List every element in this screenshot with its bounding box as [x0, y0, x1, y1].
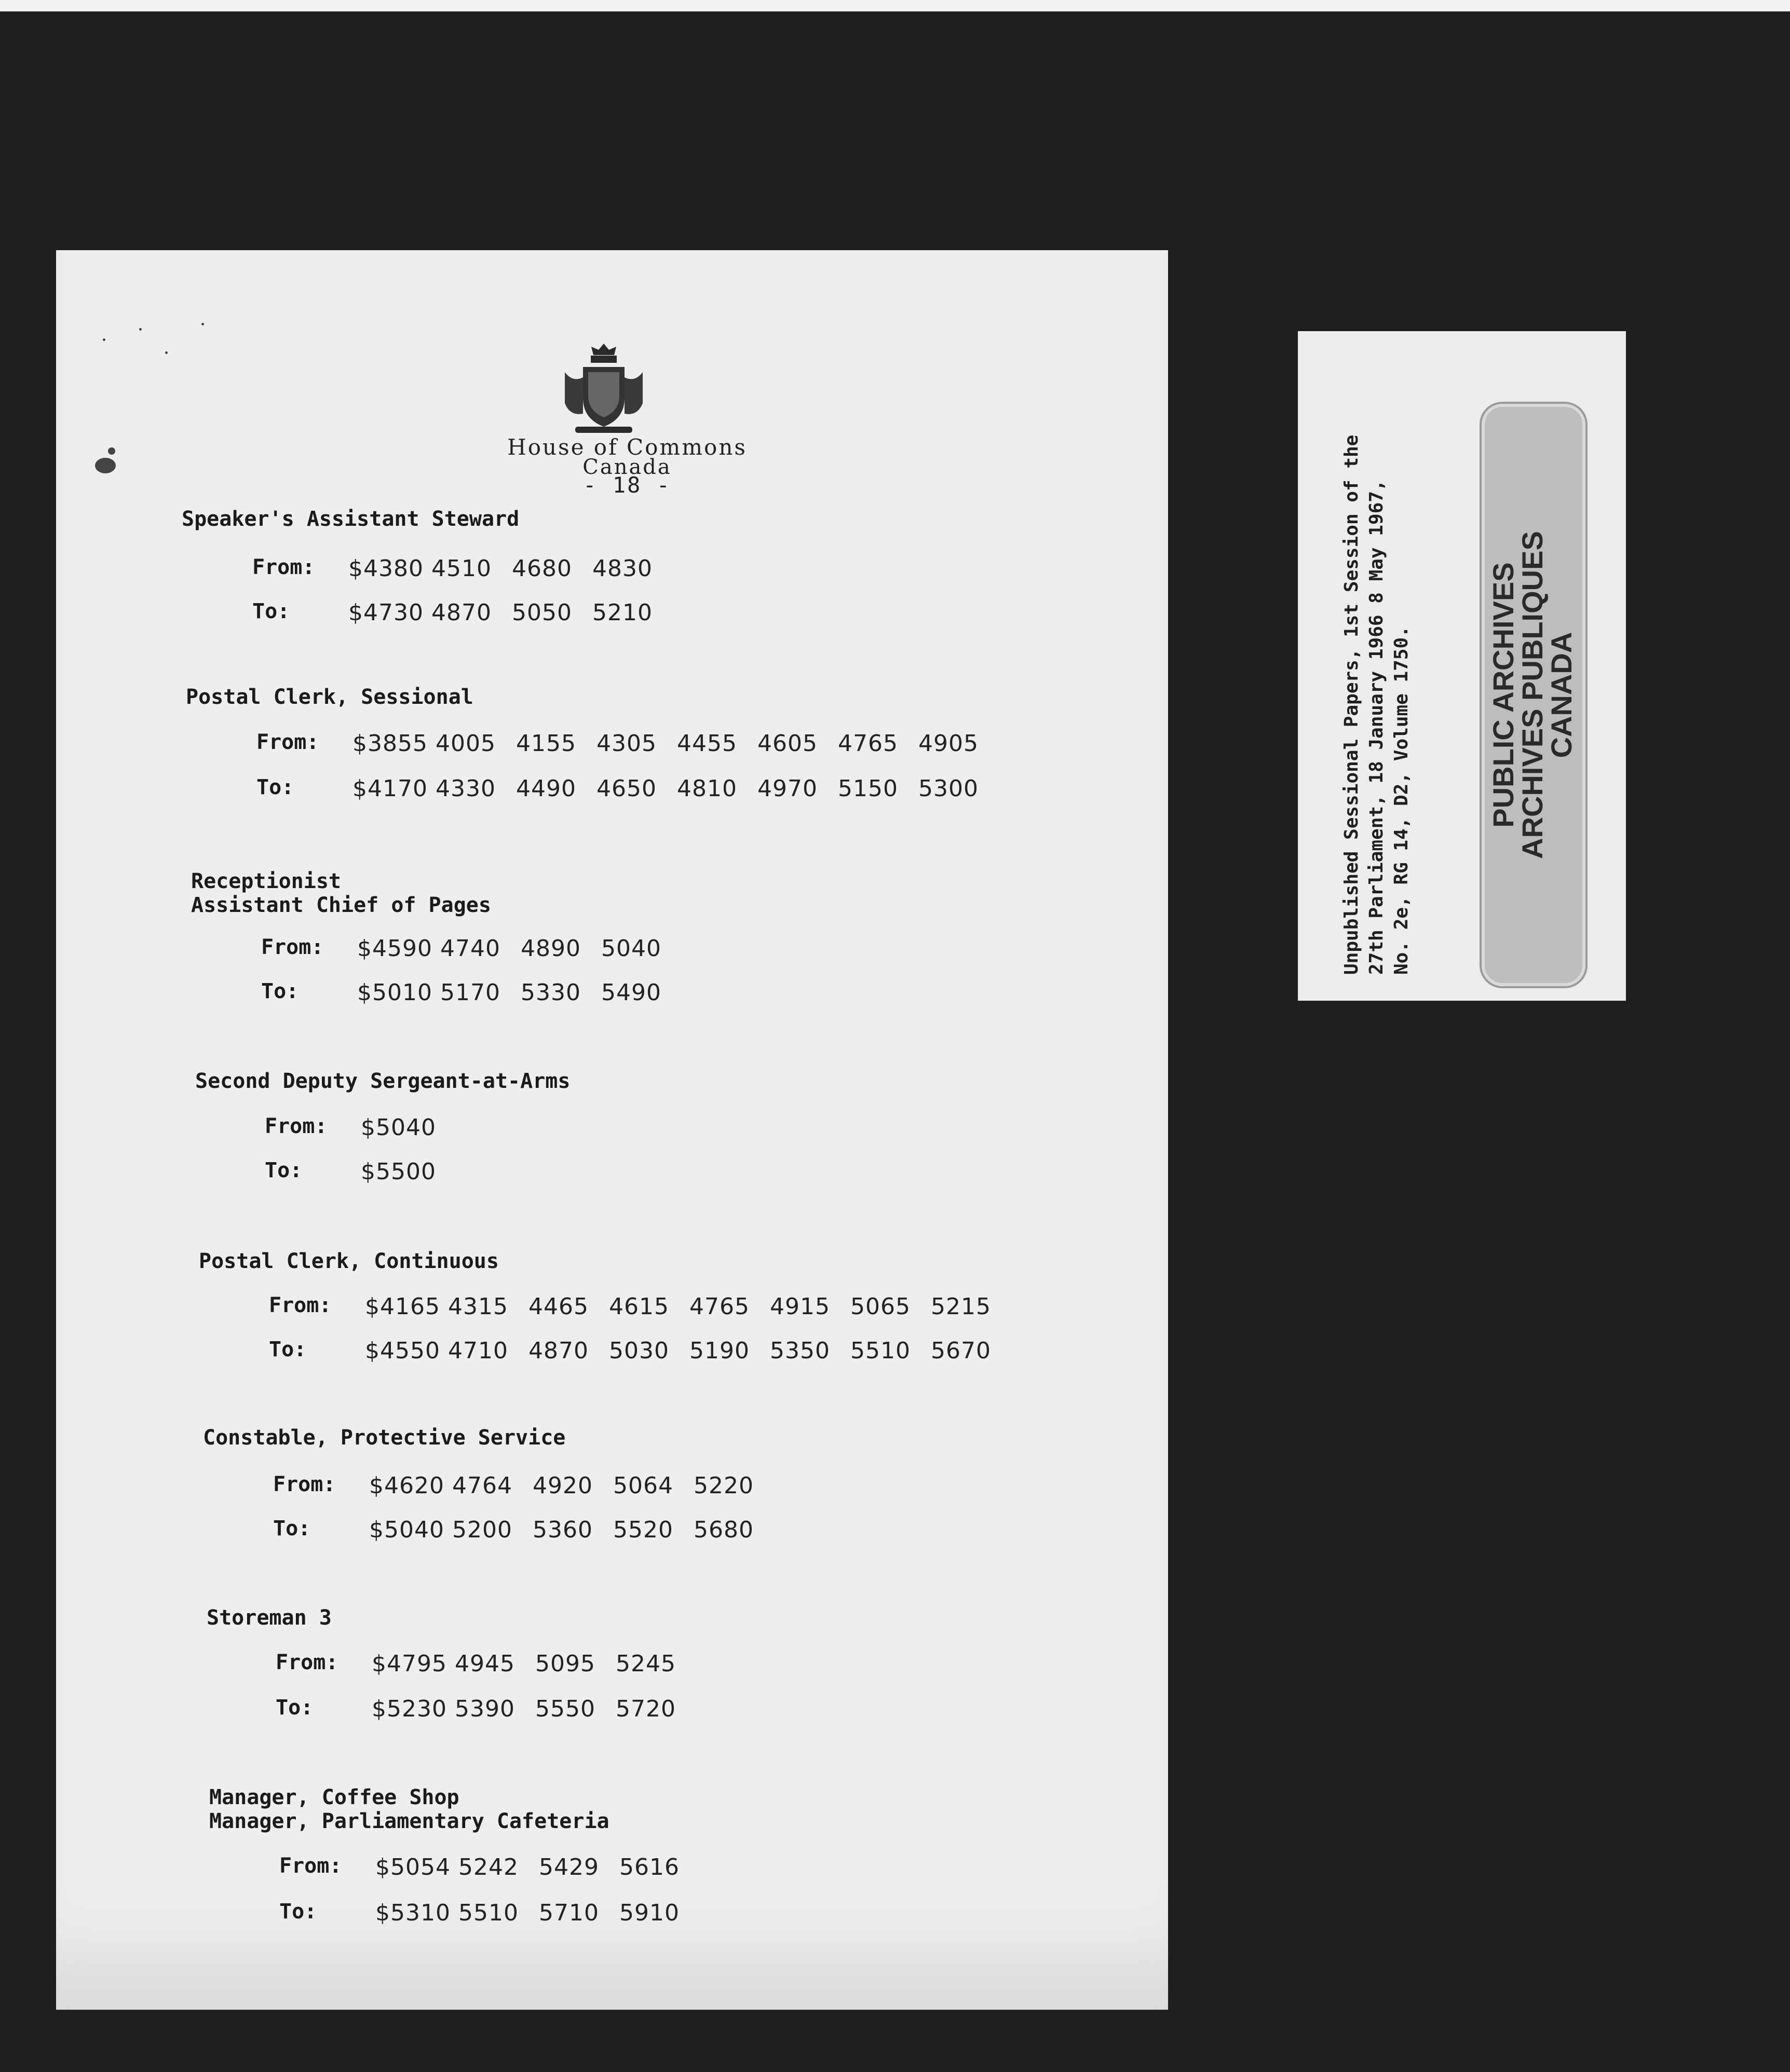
page-number: - 18 -: [583, 472, 671, 498]
ink-speck: [103, 338, 105, 341]
section-title: Speaker's Assistant Steward: [182, 507, 520, 531]
section-title: Storeman 3: [207, 1606, 332, 1630]
ink-speck: [108, 447, 115, 455]
archive-reference-card: [1298, 331, 1626, 1001]
section-title: Receptionist Assistant Chief of Pages: [191, 869, 491, 917]
royal-crest-icon: [560, 341, 648, 437]
section-title: Constable, Protective Service: [203, 1426, 566, 1450]
ink-speck: [201, 323, 204, 325]
letterhead-title: House of Commons: [507, 434, 747, 460]
section-title: Manager, Coffee Shop Manager, Parliamentary Cafeteria: [209, 1785, 609, 1833]
ink-blot: [95, 458, 116, 473]
film-edge: [0, 0, 1790, 11]
section-title: Postal Clerk, Continuous: [199, 1249, 499, 1273]
archive-reference-text: Unpublished Sessional Papers, 1st Session of the 27th Parliament, 18 January 1966 8 May 1967, No. 2e, RG 14, D2, Volume 1750.: [1341, 434, 1412, 975]
public-archives-stamp: PUBLIC ARCHIVES ARCHIVES PUBLIQUES CANADA: [1482, 404, 1585, 986]
letterhead-subtitle: Canada: [582, 455, 672, 479]
ink-speck: [165, 351, 168, 354]
section-title: Postal Clerk, Sessional: [186, 685, 473, 709]
ink-speck: [139, 328, 142, 331]
document-page: House of Commons Canada - 18 - Speaker's Assistant Steward From: $4380 4510 4680 4830 To: $4730 4870 5050 5210 Postal Clerk, Sessional From: $3855 4005 4155 4305 4455 4605 4765 4905 To: $4170 4330 4490 4650 4810 4970 5150 5300 Receptionist Assistant Chief of Pages From: $4590 4740 4890 5040 To: $5010 5170 5330 5490 Second Deputy Sergeant-at-Arms From: $5040 To: $5500 Postal Clerk, Continuous From: $4165 4315 4465 4615 4765 4915 5065 5215 To: $4550 4710 4870 5030 5190 5350 5510 5670 Constable, Protective Service From: $4620 4764 4920 5064 5220 To: $5040 5200 5360 5520 5680 Storeman 3 From: $4795 4945 5095 5245 To: $5230 5390 5550 5720 Manager, Coffee Shop Manager, Parliamentary Cafeteria From: $5054 5242 5429 5616 To: $5310 5510 5710 5910: [56, 250, 1168, 2010]
section-title: Second Deputy Sergeant-at-Arms: [195, 1069, 571, 1093]
